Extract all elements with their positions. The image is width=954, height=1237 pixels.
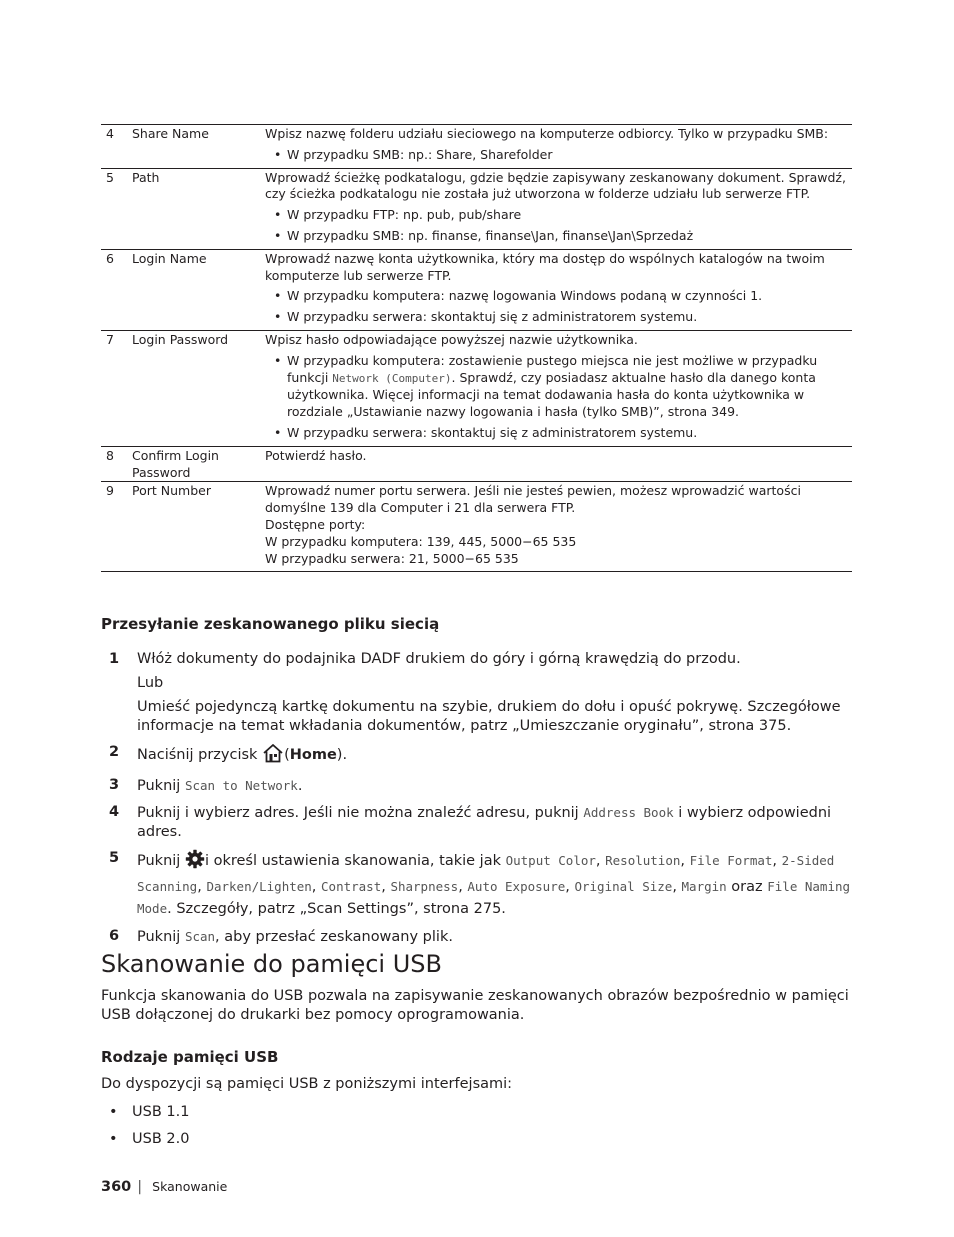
list-item: • USB 2.0 bbox=[101, 1130, 189, 1149]
bullet-item: • W przypadku komputera: nazwę logowania Windows podaną w czynności 1. bbox=[265, 288, 852, 305]
code-resolution: Resolution bbox=[605, 853, 681, 868]
usb-types-intro: Do dyspozycji są pamięci USB z poniższymi interfejsami: bbox=[101, 1076, 513, 1092]
row-name: Path bbox=[132, 169, 160, 185]
bullet-text: W przypadku komputera: zostawienie pustego miejsca nie jest możliwe w przypadku funkcji bbox=[287, 352, 818, 385]
code-original-size: Original Size bbox=[574, 879, 673, 894]
step-3 bbox=[101, 776, 851, 796]
step-number: 4 bbox=[109, 804, 120, 820]
step-text: ). bbox=[336, 747, 348, 763]
step-text: Puknij bbox=[137, 929, 185, 945]
row-name: Port Number bbox=[132, 483, 211, 499]
row-number: 9 bbox=[106, 483, 114, 499]
code-file-naming-mode: File Naming Mode bbox=[137, 879, 851, 916]
footer-separator: | bbox=[137, 1179, 143, 1195]
table-row bbox=[101, 168, 852, 249]
usb-list bbox=[101, 1103, 189, 1157]
row-name: Login Password bbox=[132, 331, 229, 347]
section-heading-network: Przesyłanie zeskanowanego pliku siecią bbox=[101, 615, 440, 633]
step-text: i określ ustawienia skanowania, takie jak bbox=[204, 853, 506, 869]
page-footer bbox=[101, 1179, 227, 1195]
step-text: ( bbox=[284, 747, 290, 763]
bullet-item: • W przypadku FTP: np. pub, pub/share bbox=[265, 207, 852, 224]
home-icon bbox=[262, 743, 284, 769]
code-network-computer: Network (Computer) bbox=[332, 371, 452, 385]
step-number: 5 bbox=[109, 850, 120, 866]
row-number: 7 bbox=[106, 331, 114, 347]
step-6 bbox=[101, 927, 851, 947]
step-1 bbox=[101, 650, 851, 736]
table-row bbox=[101, 249, 852, 330]
code-margin: Margin bbox=[681, 879, 727, 894]
code-scan-to-network: Scan to Network bbox=[184, 778, 298, 793]
bullet-text: . Sprawdź, czy posiadasz aktualne hasło dla danego konta użytkownika. Więcej informacji na temat dodawania hasła do konta użytkownika w rozdziale „Ustawianie nazwy logowania i hasła (tylko SMB)”, strona 349. bbox=[287, 369, 816, 420]
bullet-item: • W przypadku serwera: skontaktuj się z administratorem systemu. bbox=[265, 425, 852, 442]
code-file-format: File Format bbox=[689, 853, 773, 868]
bullet-list bbox=[265, 288, 852, 326]
step-text: i wybierz odpowiedni adres. bbox=[137, 805, 832, 840]
description-text: Wprowadź nazwę konta użytkownika, który ma dostęp do wspólnych katalogów na twoim komputerze lub serwerze FTP. bbox=[265, 250, 825, 283]
step-text: . Szczegóły, patrz „Scan Settings”, strona 275. bbox=[167, 901, 506, 917]
step-text: oraz bbox=[726, 879, 768, 895]
code-scan: Scan bbox=[184, 929, 216, 944]
list-item: • USB 1.1 bbox=[101, 1103, 189, 1122]
row-number: 4 bbox=[106, 126, 114, 141]
chapter-title: Skanowanie do pamięci USB bbox=[101, 950, 442, 978]
code-auto-exposure: Auto Exposure bbox=[467, 879, 566, 894]
code-contrast: Contrast bbox=[321, 879, 382, 894]
table-row bbox=[101, 330, 852, 446]
step-text: . bbox=[297, 778, 303, 794]
code-output-color: Output Color bbox=[505, 853, 596, 868]
bullet-list bbox=[265, 353, 852, 442]
usb-intro-text: Funkcja skanowania do USB pozwala na zapisywanie zeskanowanych obrazów bezpośrednio w pamięci USB dołączonej do drukarki bez pomocy oprogramowania. bbox=[101, 988, 849, 1023]
gear-icon bbox=[185, 849, 205, 876]
step-4 bbox=[101, 803, 851, 842]
step-text: , aby przesłać zeskanowany plik. bbox=[215, 929, 453, 945]
table-row bbox=[101, 446, 852, 482]
row-description bbox=[265, 447, 852, 482]
step-text: Puknij bbox=[137, 778, 185, 794]
step-text: Włóż dokumenty do podajnika DADF drukiem do góry i górną krawędzią do przodu. bbox=[137, 651, 741, 667]
table-row bbox=[101, 124, 852, 168]
row-number: 5 bbox=[106, 169, 114, 185]
step-5: 5 Puknij i określ ustawienia skanowania, takie jak Output Color, Resolution, File Format, 2-Sided Scanning, Darken/Lighten, Contrast, Sharpness, Auto Exposure, Original Size, Margin oraz File Naming Mode. Szczegóły, patrz „Scan Settings”, strona 275. bbox=[109, 850, 851, 917]
step-number: 1 bbox=[109, 651, 120, 667]
settings-table bbox=[101, 124, 852, 572]
bullet-item bbox=[265, 353, 852, 421]
code-darken-lighten: Darken/Lighten bbox=[206, 879, 312, 894]
table-row bbox=[101, 481, 852, 572]
footer-section: Skanowanie bbox=[152, 1179, 228, 1194]
step-2 bbox=[101, 743, 851, 769]
row-description bbox=[265, 125, 852, 168]
row-description bbox=[265, 250, 852, 330]
bullet-item: • W przypadku SMB: np. finanse, finanse\Jan, finanse\Jan\Sprzedaż bbox=[265, 228, 852, 245]
description-text: Dostępne porty: bbox=[265, 516, 366, 532]
description-text: W przypadku serwera: 21, 5000−65 535 bbox=[265, 550, 519, 566]
bullet-item: • W przypadku SMB: np.: Share, Sharefolder bbox=[265, 147, 852, 164]
row-number: 8 bbox=[106, 447, 114, 463]
description-text: Wprowadź numer portu serwera. Jeśli nie jesteś pewien, możesz wprowadzić wartości domyślne 139 dla Computer i 21 dla serwera FTP. bbox=[265, 483, 801, 516]
row-number: 6 bbox=[106, 250, 114, 266]
home-key-label: Home bbox=[289, 747, 337, 763]
description-text: Potwierdź hasło. bbox=[265, 447, 367, 463]
step-text: Puknij bbox=[137, 853, 181, 869]
row-name: Login Name bbox=[132, 250, 207, 266]
steps-list bbox=[101, 650, 851, 954]
row-name: Share Name bbox=[132, 126, 209, 141]
step-text: Umieść pojedynczą kartkę dokumentu na szybie, drukiem do dołu i opuść pokrywę. Szczegółowe informacje na temat wkładania dokumentów, patrz „Umieszczanie oryginału”, strona 375. bbox=[137, 699, 841, 734]
row-description bbox=[265, 169, 852, 249]
row-description bbox=[265, 482, 852, 571]
description-text: Wpisz hasło odpowiadające powyższej nazwie użytkownika. bbox=[265, 331, 638, 347]
step-number: 6 bbox=[109, 928, 120, 944]
description-text: Wprowadź ścieżkę podkatalogu, gdzie będzie zapisywany zeskanowany dokument. Sprawdź, czy ścieżka podkatalogu nie została już utworzona w folderze udziału lub serwerze FTP. bbox=[265, 169, 846, 202]
section-heading-usb-types: Rodzaje pamięci USB bbox=[101, 1048, 279, 1066]
step-number: 2 bbox=[109, 744, 120, 760]
description-text: W przypadku komputera: 139, 445, 5000−65 535 bbox=[265, 533, 577, 549]
bullet-item: • W przypadku serwera: skontaktuj się z administratorem systemu. bbox=[265, 309, 852, 326]
step-text: Naciśnij przycisk bbox=[137, 747, 258, 763]
row-description bbox=[265, 331, 852, 446]
step-text: Puknij i wybierz adres. Jeśli nie można znaleźć adresu, puknij bbox=[137, 805, 584, 821]
row-name: Confirm Login Password bbox=[132, 447, 219, 480]
step-number: 3 bbox=[109, 777, 120, 793]
step-text: Lub bbox=[137, 675, 164, 691]
description-text: Wpisz nazwę folderu udziału sieciowego na komputerze odbiorcy. Tylko w przypadku SMB: bbox=[265, 126, 829, 141]
page-number: 360 bbox=[101, 1179, 132, 1195]
bullet-list bbox=[265, 147, 852, 164]
bullet-list bbox=[265, 207, 852, 245]
code-address-book: Address Book bbox=[583, 805, 674, 820]
code-sharpness: Sharpness bbox=[390, 879, 459, 894]
code-2-sided-scanning: 2-Sided Scanning bbox=[137, 853, 835, 894]
